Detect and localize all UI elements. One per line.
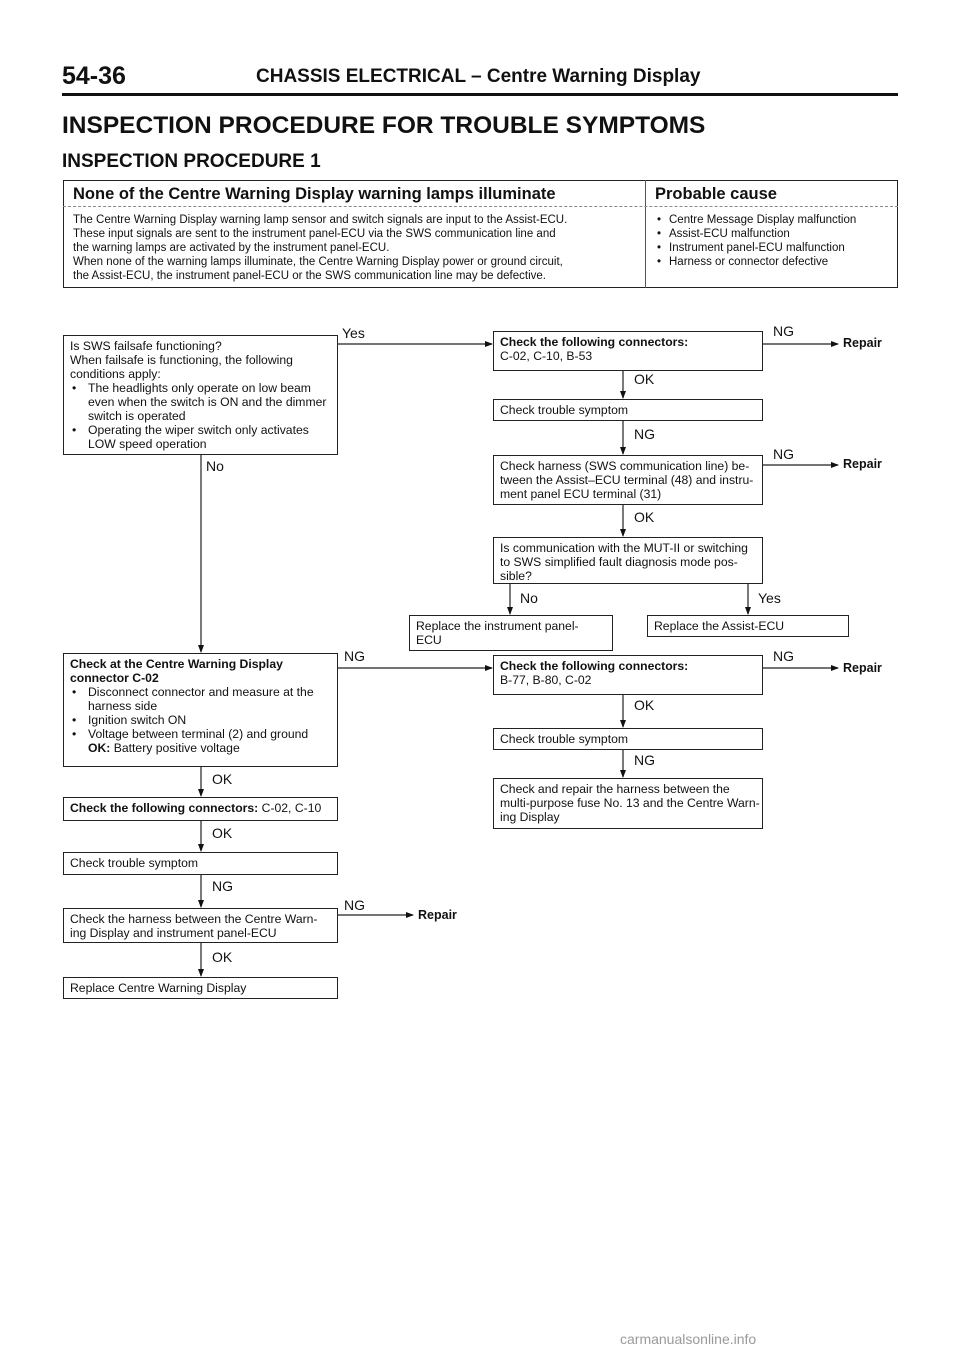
bullet-item: • Voltage between terminal (2) and ground — [70, 727, 331, 741]
check-cwd-connector-box — [63, 653, 338, 767]
box-line: Replace the instrument panel- — [416, 619, 579, 633]
box-title: connector C-02 — [70, 671, 159, 685]
replace-cwd-box — [63, 977, 338, 999]
box-line: When failsafe is functioning, the following — [70, 353, 293, 367]
symptom-line: When none of the warning lamps illuminate, the Centre Warning Display power or ground circuit, — [73, 256, 563, 268]
ng-label: NG — [634, 752, 655, 768]
box-title: Check the following connectors: — [500, 335, 689, 349]
symptom-line: The Centre Warning Display warning lamp sensor and switch signals are input to the Assist-ECU. — [73, 214, 568, 226]
bullet-item: • Ignition switch ON — [70, 713, 331, 727]
box-title: Check the following connectors: — [500, 659, 689, 673]
mut-communication-question-box — [493, 537, 763, 584]
ng-label: NG — [773, 323, 794, 339]
check-connectors-box — [493, 331, 763, 371]
symptom-line: These input signals are sent to the instrument panel-ECU via the SWS communication line and — [73, 228, 556, 240]
box-line: ing Display — [500, 810, 560, 824]
repair-label: Repair — [418, 908, 457, 922]
box-line: sible? — [500, 569, 532, 583]
box-value: C-02, C-10, B-53 — [500, 349, 593, 363]
box-line: to SWS simplified fault diagnosis mode pos- — [500, 555, 738, 569]
yes-label: Yes — [342, 325, 365, 341]
page-number: 54-36 — [62, 62, 126, 90]
repair-label: Repair — [843, 336, 882, 350]
cause-item: • Assist-ECU malfunction — [655, 227, 856, 241]
probable-cause-heading: Probable cause — [655, 185, 777, 203]
check-harness-sws-box — [493, 455, 763, 505]
box-line: Replace Centre Warning Display — [70, 981, 247, 995]
ng-label: NG — [773, 648, 794, 664]
box-line: multi-purpose fuse No. 13 and the Centre Warn- — [500, 796, 760, 810]
ok-label: OK — [212, 825, 233, 841]
repair-label: Repair — [843, 661, 882, 675]
replace-instrument-panel-ecu-box — [409, 615, 613, 651]
cause-item: • Centre Message Display malfunction — [655, 213, 856, 227]
box-line: Check the harness between the Centre Warn- — [70, 912, 318, 926]
box-line: Check and repair the harness between the — [500, 782, 730, 796]
bullet-item: • The headlights only operate on low beam even when the switch is ON and the dimmer switch is operated — [70, 381, 331, 423]
box-title: Check at the Centre Warning Display — [70, 657, 283, 671]
ok-spec: OK: Battery positive voltage — [88, 741, 240, 755]
ng-label: NG — [212, 878, 233, 894]
main-title: INSPECTION PROCEDURE FOR TROUBLE SYMPTOMS — [62, 112, 706, 139]
ok-label: OK — [634, 697, 655, 713]
box-line: ing Display and instrument panel-ECU — [70, 926, 277, 940]
repair-fuse-harness-box — [493, 778, 763, 829]
box-line: Check the following connectors: C-02, C-10 — [70, 801, 322, 815]
box-line: Is communication with the MUT-II or switching — [500, 541, 748, 555]
footer-watermark: carmanualsonline.info — [620, 1331, 757, 1347]
box-line: Check harness (SWS communication line) be- — [500, 459, 750, 473]
ok-label: OK — [212, 949, 233, 965]
symptom-line: the warning lamps are activated by the instrument panel-ECU. — [73, 242, 390, 254]
failsafe-question-box — [63, 335, 338, 455]
symptom-heading: None of the Centre Warning Display warning lamps illuminate — [73, 185, 556, 203]
bullet-item: • Operating the wiper switch only activates LOW speed operation — [70, 423, 331, 451]
ok-label: OK — [634, 371, 655, 387]
box-line: Is SWS failsafe functioning? — [70, 339, 222, 353]
ok-label: OK — [212, 771, 233, 787]
box-line: tween the Assist–ECU terminal (48) and instru- — [500, 473, 754, 487]
replace-assist-ecu-box — [647, 615, 849, 637]
check-connectors-box — [63, 797, 338, 821]
box-line: ment panel ECU terminal (31) — [500, 487, 662, 501]
yes-label: Yes — [758, 590, 781, 606]
repair-label: Repair — [843, 457, 882, 471]
box-line: conditions apply: — [70, 367, 161, 381]
failsafe-bullets — [70, 381, 331, 451]
check-harness-cwd-box — [63, 908, 338, 943]
no-label: No — [206, 458, 224, 474]
ng-label: NG — [344, 648, 365, 664]
section-title: CHASSIS ELECTRICAL – Centre Warning Display — [256, 66, 701, 87]
check-trouble-symptom-box — [63, 852, 338, 875]
cause-item: • Instrument panel-ECU malfunction — [655, 241, 856, 255]
check-trouble-symptom-box — [493, 399, 763, 421]
box-line: Check trouble symptom — [500, 403, 629, 417]
ng-label: NG — [773, 446, 794, 462]
box-value: B-77, B-80, C-02 — [500, 673, 592, 687]
ng-label: NG — [344, 897, 365, 913]
symptom-line: the Assist-ECU, the instrument panel-ECU or the SWS communication line may be defective. — [73, 270, 546, 282]
cause-item: • Harness or connector defective — [655, 255, 856, 269]
cwd-bullets — [70, 685, 331, 741]
no-label: No — [520, 590, 538, 606]
check-connectors-box — [493, 655, 763, 695]
bullet-item: • Disconnect connector and measure at the harness side — [70, 685, 331, 713]
ng-label: NG — [634, 426, 655, 442]
box-line: ECU — [416, 633, 442, 647]
box-line: Check trouble symptom — [500, 732, 629, 746]
box-line: Check trouble symptom — [70, 856, 199, 870]
procedure-title: INSPECTION PROCEDURE 1 — [62, 151, 321, 172]
ok-label: OK — [634, 509, 655, 525]
check-trouble-symptom-box — [493, 728, 763, 750]
box-line: Replace the Assist-ECU — [654, 619, 785, 633]
